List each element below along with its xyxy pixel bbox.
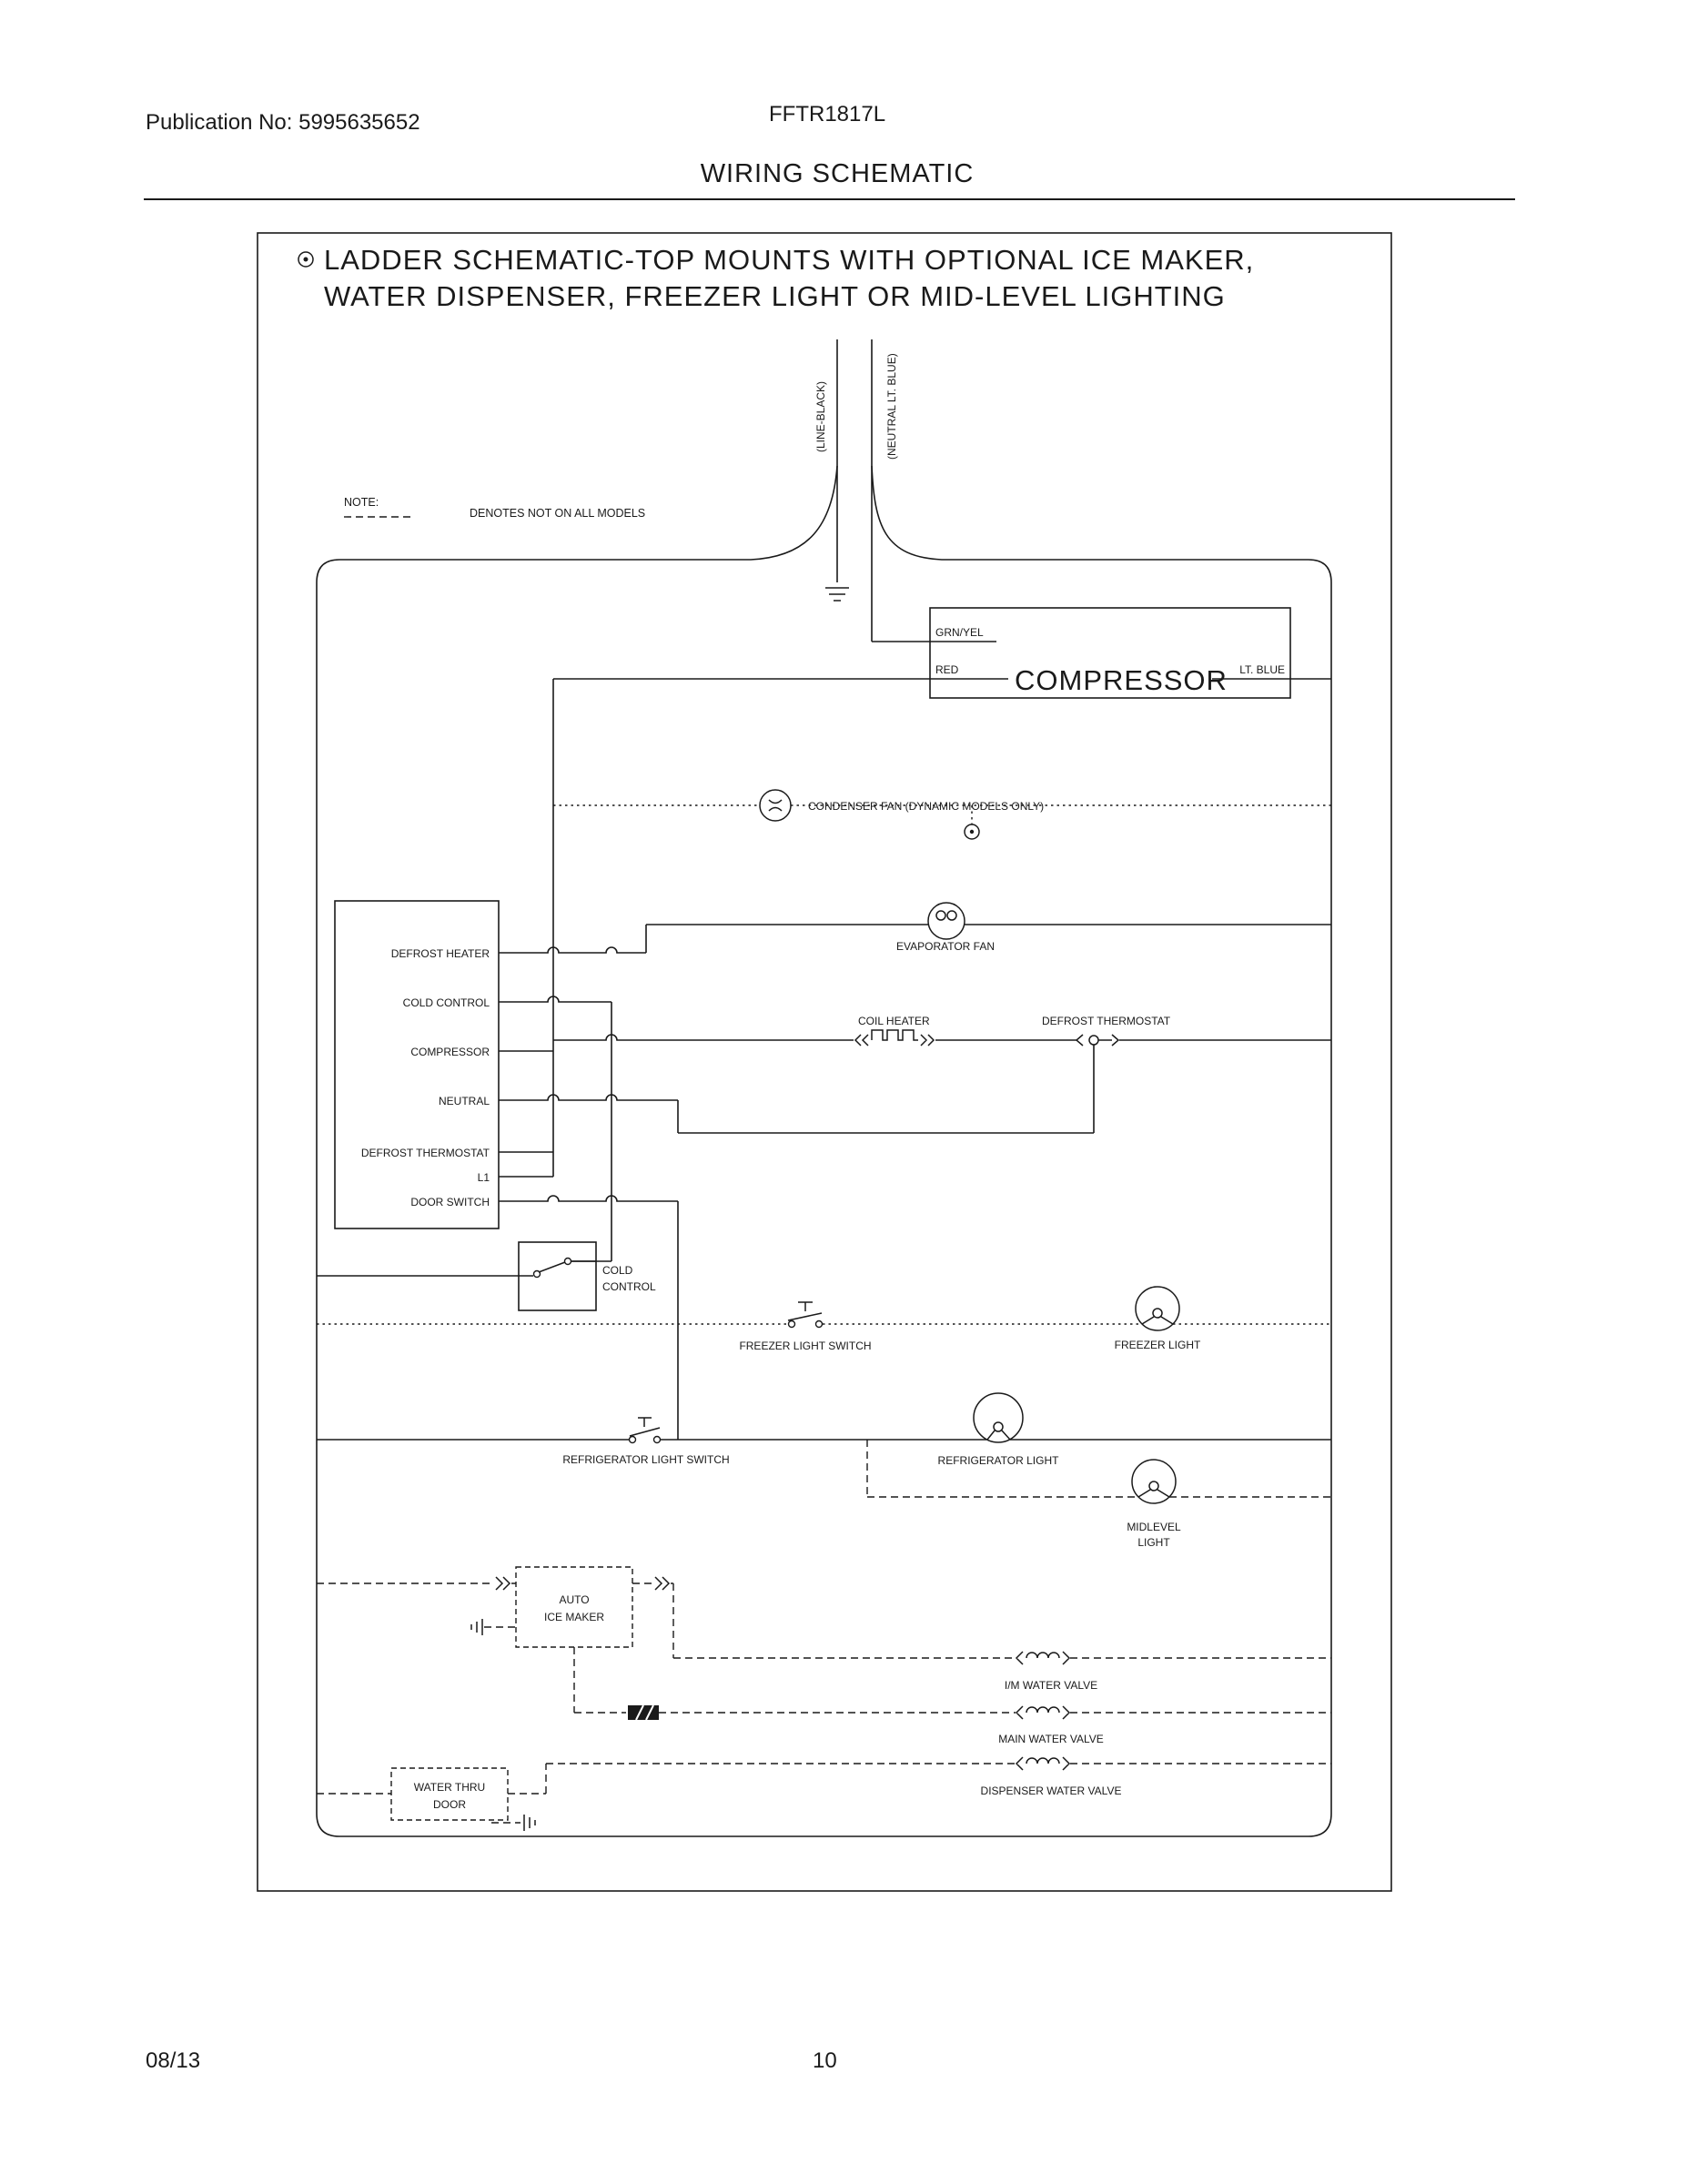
freezer-light-switch-label: FREEZER LIGHT SWITCH (739, 1340, 872, 1352)
midlevel-light-label-1: MIDLEVEL (1127, 1521, 1181, 1533)
terminal-neutral: NEUTRAL (438, 1095, 490, 1107)
im-water-valve-icon (1016, 1652, 1069, 1664)
terminal-cold-control: COLD CONTROL (402, 996, 490, 1009)
terminal-door-switch: DOOR SWITCH (410, 1196, 490, 1208)
condenser-fan-icon (760, 790, 979, 839)
dispenser-water-valve-label: DISPENSER WATER VALVE (980, 1785, 1122, 1797)
ice-maker-connector-icons (496, 1577, 669, 1590)
terminal-compressor: COMPRESSOR (410, 1046, 490, 1058)
footer-date: 08/13 (146, 2048, 201, 2073)
ground-icon (825, 588, 849, 601)
compressor-ltblue-label: LT. BLUE (1239, 663, 1285, 676)
coil-heater-icon (855, 1030, 934, 1046)
line-black-label: (LINE-BLACK) (814, 380, 827, 452)
dashed-wires (317, 1440, 1331, 1823)
schematic-heading-line2: WATER DISPENSER, FREEZER LIGHT OR MID-LEVEL LIGHTING (324, 280, 1226, 312)
midlevel-light-icon (1132, 1460, 1176, 1503)
defrost-thermostat-icon (1076, 1035, 1118, 1046)
main-water-valve-label: MAIN WATER VALVE (998, 1733, 1104, 1745)
auto-ice-maker-box (516, 1567, 632, 1647)
note-text: DENOTES NOT ON ALL MODELS (470, 507, 646, 520)
refrigerator-light-label: REFRIGERATOR LIGHT (937, 1454, 1059, 1467)
chassis-ground-icon (471, 1619, 482, 1635)
freezer-light-switch-icon (788, 1302, 823, 1328)
terminal-l1: L1 (477, 1171, 490, 1184)
compressor-title: COMPRESSOR (1015, 664, 1228, 696)
freezer-light-icon (1136, 1287, 1179, 1330)
freezer-light-label: FREEZER LIGHT (1114, 1339, 1201, 1351)
cold-control-switch-icon (534, 1259, 597, 1278)
cold-control-label-2: CONTROL (602, 1280, 656, 1293)
dispenser-water-valve-icon (1016, 1757, 1069, 1770)
refrigerator-light-icon (974, 1393, 1023, 1442)
evaporator-fan-label: EVAPORATOR FAN (896, 940, 996, 953)
schematic-border (258, 233, 1391, 1891)
refrigerator-light-switch-icon (630, 1418, 661, 1443)
terminal-defrost-thermostat: DEFROST THERMOSTAT (360, 1147, 490, 1159)
compressor-red-label: RED (935, 663, 959, 676)
defrost-thermostat-label: DEFROST THERMOSTAT (1042, 1015, 1171, 1027)
inline-connector-icon (628, 1705, 659, 1720)
im-water-valve-label: I/M WATER VALVE (1004, 1679, 1098, 1692)
bullet-icon (298, 252, 313, 267)
schematic-heading-line1: LADDER SCHEMATIC-TOP MOUNTS WITH OPTIONAL ICE MAKER, (324, 244, 1255, 276)
midlevel-light-label-2: LIGHT (1137, 1536, 1170, 1549)
cold-control-label-1: COLD (602, 1264, 633, 1277)
neutral-label: (NEUTRAL LT. BLUE) (885, 353, 898, 460)
auto-ice-maker-label-1: AUTO (559, 1593, 590, 1606)
footer-page-number: 10 (813, 2048, 837, 2073)
publication-number: Publication No: 5995635652 (146, 110, 420, 135)
water-thru-door-label-1: WATER THRU (413, 1781, 486, 1794)
water-thru-door-box (391, 1768, 508, 1820)
dotted-wires (317, 805, 1331, 1324)
evaporator-fan-icon (928, 903, 965, 939)
supply-lines (837, 339, 872, 642)
auto-ice-maker-label-2: ICE MAKER (543, 1611, 605, 1623)
condenser-fan-label: CONDENSER FAN (DYNAMIC MODELS ONLY) (808, 800, 1045, 813)
coil-heater-label: COIL HEATER (858, 1015, 930, 1027)
model-number: FFTR1817L (769, 102, 886, 126)
compressor-grnyel-label: GRN/YEL (935, 626, 984, 639)
main-water-valve-icon (1016, 1706, 1069, 1719)
note-label: NOTE: (344, 496, 379, 509)
solid-wires (317, 642, 1331, 1440)
chassis-ground-icon-2 (524, 1815, 535, 1831)
page-title: WIRING SCHEMATIC (700, 159, 975, 188)
terminal-defrost-heater: DEFROST HEATER (390, 947, 490, 960)
water-thru-door-label-2: DOOR (433, 1798, 466, 1811)
refrigerator-light-switch-label: REFRIGERATOR LIGHT SWITCH (562, 1453, 730, 1466)
